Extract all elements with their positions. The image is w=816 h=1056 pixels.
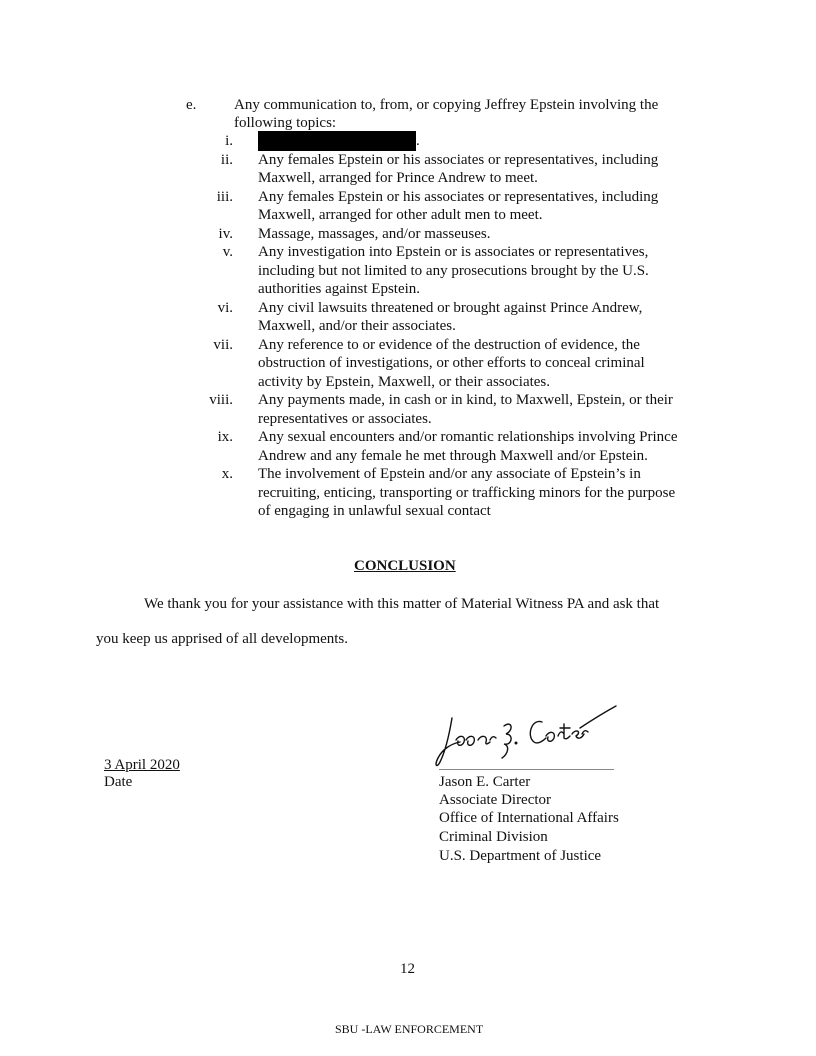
topic-number: v.	[222, 244, 233, 260]
date-value: 3 April 2020	[104, 757, 180, 773]
page-number: 12	[400, 961, 415, 977]
section-e-line: following topics:	[234, 115, 337, 131]
topic-text: obstruction of investigations, or other efforts to conceal criminal	[258, 355, 645, 371]
topic-number: x.	[221, 466, 233, 482]
topic-text: Massage, massages, and/or masseuses.	[258, 225, 491, 242]
topic-text: The involvement of Epstein and/or any associate of Epstein’s in	[258, 466, 641, 482]
topic-number: ii.	[220, 151, 233, 168]
topic-text: including but not limited to any prosecutions brought by the U.S.	[258, 262, 649, 279]
topic-text: representatives or associates.	[258, 410, 432, 427]
conclusion-text: We thank you for your assistance with this matter of Material Witness PA and ask that	[144, 596, 660, 612]
signer-department: U.S. Department of Justice	[439, 848, 602, 864]
topic-number: ix.	[217, 429, 233, 445]
topic-text: authorities against Epstein.	[258, 281, 421, 297]
topic-text: Maxwell, and/or their associates.	[258, 318, 456, 334]
signer-office: Office of International Affairs	[439, 810, 619, 826]
redaction-block	[258, 131, 416, 151]
topic-text: Any investigation into Epstein or is associates or representatives,	[258, 244, 649, 260]
topic-text: Any sexual encounters and/or romantic relationships involving Prince	[258, 429, 678, 445]
topic-text: Any civil lawsuits threatened or brought against Prince Andrew,	[258, 299, 643, 316]
topic-number: vi.	[217, 299, 233, 316]
signer-title: Associate Director	[439, 792, 552, 808]
topic-number: viii.	[209, 392, 233, 408]
topic-text: Andrew and any female he met through Maxwell and/or Epstein.	[258, 447, 648, 464]
topic-text: Maxwell, arranged for Prince Andrew to meet.	[258, 170, 538, 186]
topic-text: Any payments made, in cash or in kind, to Maxwell, Epstein, or their	[258, 392, 673, 408]
topic-number: i.	[225, 133, 233, 149]
conclusion-text: you keep us apprised of all developments.	[96, 631, 349, 647]
signature-line	[439, 769, 614, 770]
topic-text: .	[416, 133, 420, 149]
footer-classification: SBU -LAW ENFORCEMENT	[335, 1022, 484, 1036]
signer-division: Criminal Division	[439, 829, 548, 845]
topic-text: recruiting, enticing, transporting or trafficking minors for the purpose	[258, 484, 676, 501]
topic-text: Any females Epstein or his associates or representatives, including	[258, 151, 659, 168]
date-label: Date	[104, 774, 133, 790]
topic-number: iii.	[216, 188, 233, 205]
signer-name: Jason E. Carter	[439, 774, 531, 790]
signature-image	[430, 700, 620, 772]
topic-text: activity by Epstein, Maxwell, or their associates.	[258, 373, 551, 390]
topic-number: vii.	[213, 336, 233, 353]
conclusion-heading: CONCLUSION	[354, 558, 456, 574]
topic-text: Any females Epstein or his associates or representatives, including	[258, 188, 659, 205]
topic-text: of engaging in unlawful sexual contact	[258, 503, 491, 519]
section-e-label: e.	[186, 97, 197, 113]
topic-number: iv.	[218, 225, 233, 242]
topic-text: Any reference to or evidence of the destruction of evidence, the	[258, 336, 640, 353]
section-e-line: Any communication to, from, or copying Jeffrey Epstein involving the	[234, 97, 659, 113]
topic-text: Maxwell, arranged for other adult men to meet.	[258, 207, 543, 223]
